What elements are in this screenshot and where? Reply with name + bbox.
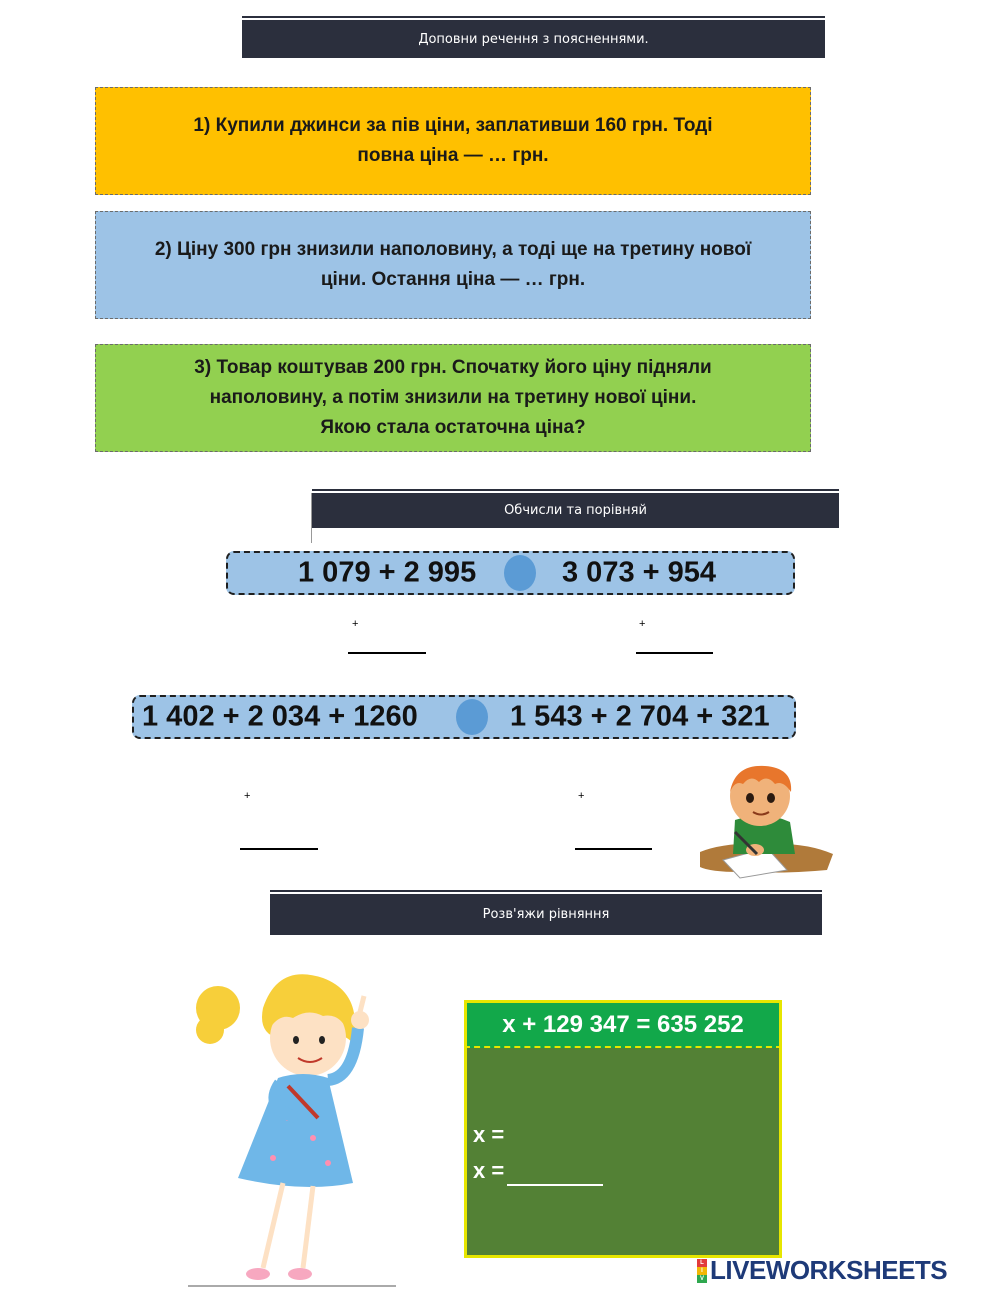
- comparison-sign-drop-target[interactable]: [456, 699, 488, 735]
- equation-step-label: x =: [473, 1122, 505, 1147]
- comparison-right-expression: 3 073 + 954: [562, 556, 717, 589]
- comparison-left-expression: 1 402 + 2 034 + 1260: [142, 700, 418, 733]
- comparison-row-1: [226, 551, 795, 595]
- header-rule: [270, 890, 822, 892]
- girl-thinking-illustration: [188, 968, 403, 1290]
- boy-writing-illustration: [695, 762, 837, 882]
- equation-title: x + 129 347 = 635 252: [464, 1000, 782, 1048]
- plus-sign: +: [352, 618, 359, 630]
- header-rule: [242, 16, 825, 18]
- logo-block: L: [697, 1259, 707, 1267]
- task-text: повна ціна — … грн.: [357, 145, 549, 166]
- logo-blocks-icon: [697, 1259, 707, 1283]
- task-box-2: [95, 211, 811, 319]
- section-header-complete-sentences: Доповни речення з поясненнями.: [242, 20, 825, 58]
- task-box-1: [95, 87, 811, 195]
- logo-block: V: [697, 1275, 707, 1283]
- equation-step-input[interactable]: [517, 1122, 767, 1148]
- answer-line[interactable]: [575, 848, 652, 850]
- task-text: 2) Ціну 300 грн знизили наполовину, а тоді ще на третину нової: [154, 239, 752, 260]
- task-text: наполовину, а потім знизили на третину нової ціни.: [209, 387, 697, 408]
- plus-sign: +: [244, 790, 251, 802]
- logo-text: LIVEWORKSHEETS: [710, 1255, 948, 1285]
- liveworksheets-logo: [697, 1255, 947, 1286]
- equation-board: [464, 1048, 782, 1258]
- comparison-left-expression: 1 079 + 2 995: [298, 556, 477, 589]
- section-header-solve-equation: Розв'яжи рівняння: [270, 894, 822, 935]
- logo-block: I: [697, 1267, 707, 1275]
- plus-sign: +: [578, 790, 585, 802]
- answer-line[interactable]: [636, 652, 713, 654]
- comparison-sign-drop-target[interactable]: [504, 555, 536, 591]
- comparison-row-2: [132, 695, 796, 739]
- comparison-right-expression: 1 543 + 2 704 + 321: [510, 700, 770, 733]
- header-side-rule: [311, 493, 312, 543]
- task-text: ціни. Остання ціна — … грн.: [320, 269, 586, 290]
- section-header-compute-compare: Обчисли та порівняй: [312, 493, 839, 528]
- task-text: 1) Купили джинси за пів ціни, заплативши 160 грн. Тоді: [193, 115, 713, 136]
- task-text: 3) Товар коштував 200 грн. Спочатку його ціну підняли: [194, 357, 712, 378]
- answer-line[interactable]: [348, 652, 426, 654]
- task-box-3: [95, 344, 811, 452]
- plus-sign: +: [639, 618, 646, 630]
- header-rule: [312, 489, 839, 491]
- equation-answer-line[interactable]: [507, 1184, 603, 1186]
- answer-line[interactable]: [240, 848, 318, 850]
- equation-answer-label: x =: [473, 1158, 505, 1183]
- task-text: Якою стала остаточна ціна?: [320, 417, 586, 438]
